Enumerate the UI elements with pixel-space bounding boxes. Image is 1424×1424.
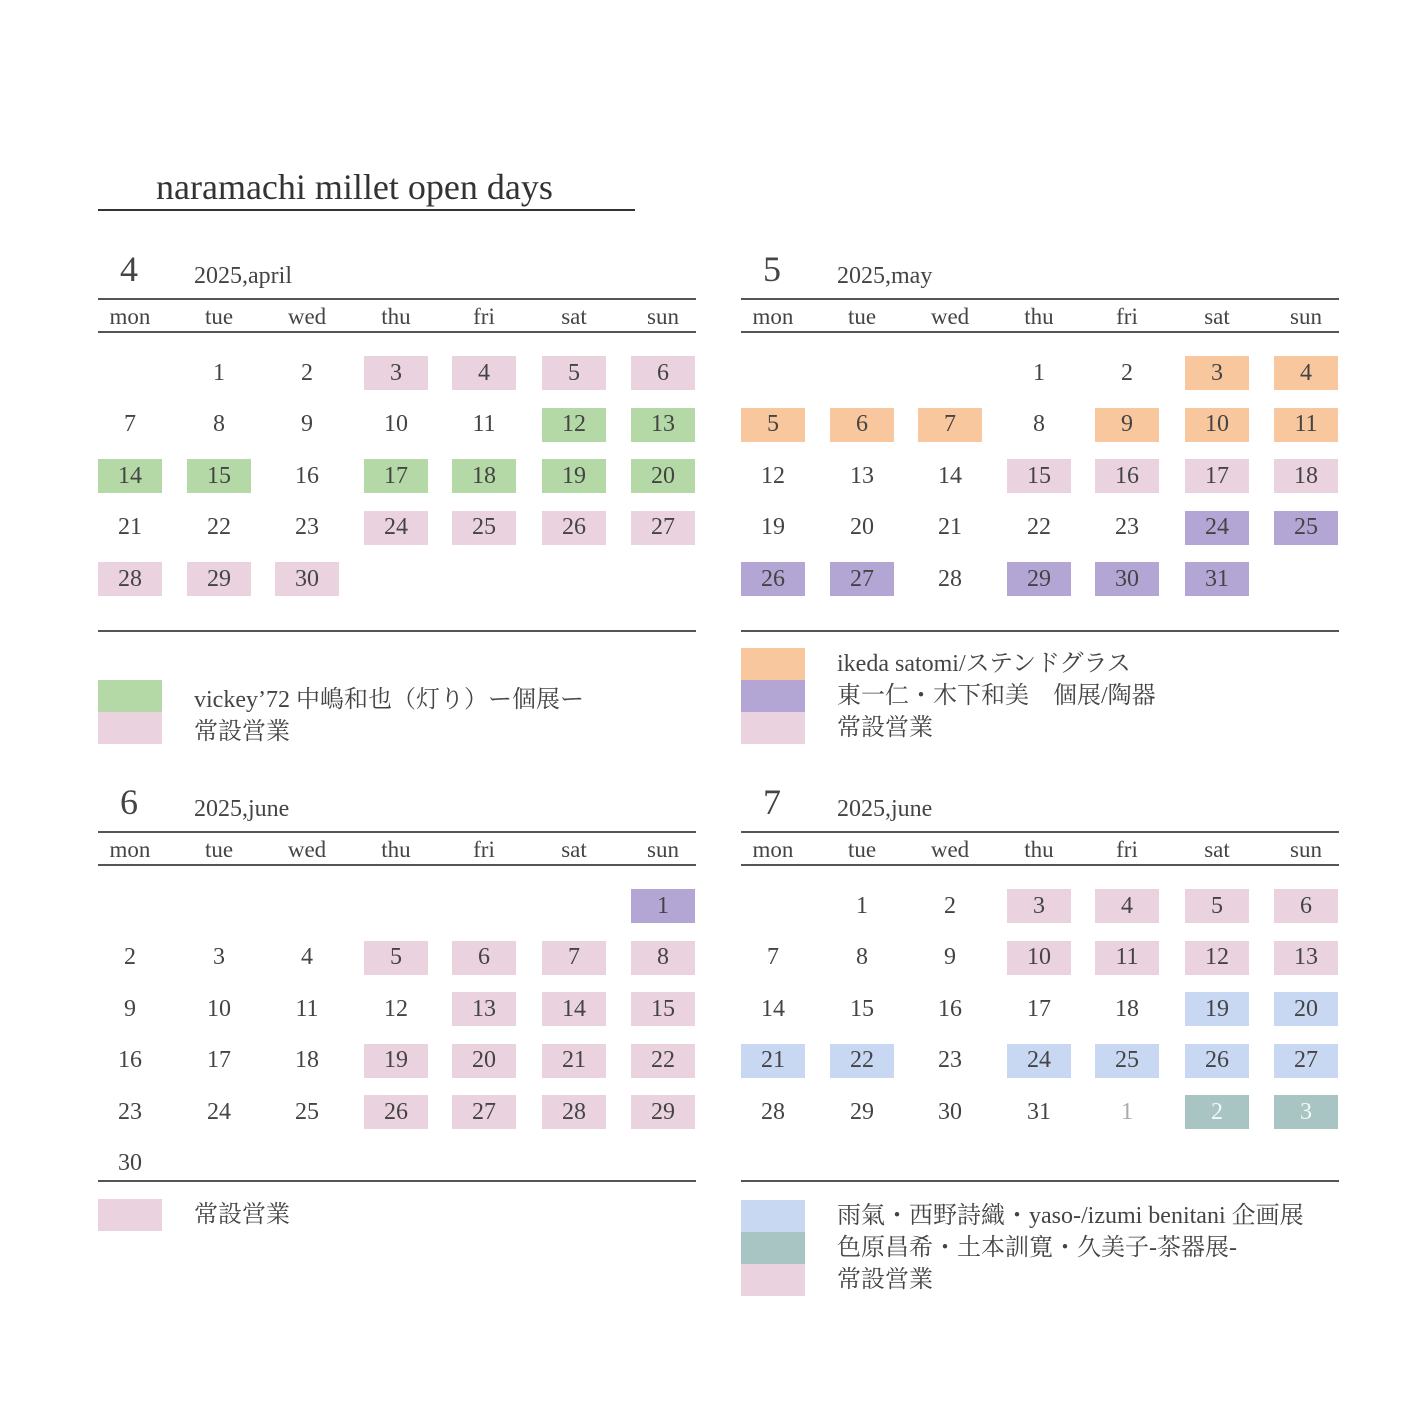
weekday-wed: wed bbox=[287, 304, 327, 329]
legend-swatch-teal bbox=[741, 1232, 805, 1264]
weekday-tue: tue bbox=[204, 304, 234, 329]
day-cell: 4 bbox=[1095, 889, 1159, 923]
day-cell: 27 bbox=[631, 511, 695, 545]
weekday-sun: sun bbox=[647, 837, 679, 862]
day-cell: 22 bbox=[830, 1044, 894, 1078]
day-cell: 2 bbox=[1185, 1095, 1249, 1129]
weekday-sun: sun bbox=[647, 304, 679, 329]
calendar-bottom-rule bbox=[98, 1180, 696, 1182]
day-cell: 3 bbox=[1274, 1095, 1338, 1129]
day-cell: 9 bbox=[301, 411, 313, 437]
weekday-thu: thu bbox=[1024, 304, 1054, 329]
day-cell: 5 bbox=[542, 356, 606, 390]
day-cell: 30 bbox=[938, 1098, 962, 1125]
day-cell: 16 bbox=[295, 462, 319, 489]
day-cell: 20 bbox=[1274, 992, 1338, 1026]
day-cell: 7 bbox=[124, 411, 136, 437]
month-calendar-5 bbox=[741, 249, 1339, 662]
month-number: 5 bbox=[763, 249, 781, 289]
day-cell: 22 bbox=[631, 1044, 695, 1078]
day-cell: 29 bbox=[1007, 562, 1071, 596]
weekday-fri: fri bbox=[1116, 837, 1138, 862]
day-cell: 28 bbox=[98, 562, 162, 596]
day-cell: 8 bbox=[1033, 411, 1045, 437]
day-cell: 3 bbox=[213, 944, 225, 970]
day-cell: 3 bbox=[1007, 889, 1071, 923]
legend-label: 色原昌希・土本訓寛・久美子-茶器展- bbox=[837, 1235, 1237, 1261]
day-cell: 6 bbox=[830, 408, 894, 442]
day-cell: 20 bbox=[850, 514, 874, 540]
day-cell: 12 bbox=[542, 408, 606, 442]
day-cell: 13 bbox=[452, 992, 516, 1026]
weekday-tue: tue bbox=[847, 304, 877, 329]
day-grid bbox=[741, 262, 1339, 662]
day-cell: 17 bbox=[207, 1047, 231, 1073]
day-cell: 18 bbox=[452, 459, 516, 493]
weekday-tue: tue bbox=[204, 837, 234, 862]
day-cell: 31 bbox=[1185, 562, 1249, 596]
day-grid bbox=[98, 262, 696, 662]
day-cell: 16 bbox=[938, 995, 962, 1022]
day-grid bbox=[741, 795, 1339, 1195]
weekday-wed: wed bbox=[930, 837, 970, 862]
legend-swatch-purple bbox=[741, 680, 805, 712]
day-cell: 29 bbox=[631, 1095, 695, 1129]
day-cell: 26 bbox=[741, 562, 805, 596]
day-cell: 5 bbox=[741, 408, 805, 442]
day-cell: 28 bbox=[542, 1095, 606, 1129]
weekday-sat: sat bbox=[561, 837, 587, 862]
day-cell: 26 bbox=[1185, 1044, 1249, 1078]
day-cell: 26 bbox=[364, 1095, 428, 1129]
weekday-sun: sun bbox=[1290, 837, 1322, 862]
legend-label: 東一仁・木下和美 個展/陶器 bbox=[837, 683, 1156, 709]
day-cell: 25 bbox=[1095, 1044, 1159, 1078]
day-cell: 2 bbox=[1121, 359, 1133, 386]
day-cell: 7 bbox=[918, 408, 982, 442]
weekday-sat: sat bbox=[561, 304, 587, 329]
day-cell: 24 bbox=[1007, 1044, 1071, 1078]
day-cell: 7 bbox=[542, 941, 606, 975]
day-cell: 11 bbox=[1095, 941, 1159, 975]
legend-swatch-pink bbox=[741, 1264, 805, 1296]
weekday-mon: mon bbox=[109, 304, 151, 329]
day-cell: 9 bbox=[1095, 408, 1159, 442]
day-cell: 25 bbox=[452, 511, 516, 545]
day-cell: 23 bbox=[295, 514, 319, 540]
day-cell: 4 bbox=[1274, 356, 1338, 390]
day-cell: 9 bbox=[124, 995, 136, 1022]
day-cell: 8 bbox=[856, 944, 868, 970]
day-cell: 16 bbox=[118, 1047, 142, 1073]
day-cell: 17 bbox=[1027, 995, 1051, 1022]
day-cell: 29 bbox=[850, 1098, 874, 1125]
weekday-fri: fri bbox=[473, 304, 495, 329]
day-cell: 3 bbox=[364, 356, 428, 390]
legend-swatch-pink bbox=[98, 712, 162, 744]
day-cell: 9 bbox=[944, 944, 956, 970]
day-cell: 30 bbox=[118, 1150, 142, 1176]
day-cell: 18 bbox=[295, 1047, 319, 1073]
weekday-mon: mon bbox=[752, 837, 794, 862]
legend-swatch-orange bbox=[741, 648, 805, 680]
weekday-mon: mon bbox=[752, 304, 794, 329]
day-cell: 3 bbox=[1185, 356, 1249, 390]
day-cell: 27 bbox=[830, 562, 894, 596]
day-cell: 1 bbox=[856, 892, 868, 919]
day-cell: 16 bbox=[1095, 459, 1159, 493]
day-cell: 12 bbox=[1185, 941, 1249, 975]
day-cell: 12 bbox=[384, 995, 408, 1022]
day-cell: 23 bbox=[938, 1047, 962, 1073]
day-cell: 20 bbox=[631, 459, 695, 493]
legend-label: 常設営業 bbox=[837, 715, 933, 741]
day-cell: 25 bbox=[295, 1098, 319, 1125]
month-number: 7 bbox=[763, 782, 781, 822]
day-cell: 8 bbox=[213, 411, 225, 437]
day-cell: 1 bbox=[213, 359, 225, 386]
day-cell: 6 bbox=[452, 941, 516, 975]
day-cell: 10 bbox=[384, 411, 408, 437]
weekday-fri: fri bbox=[1116, 304, 1138, 329]
weekday-mon: mon bbox=[109, 837, 151, 862]
month-number: 6 bbox=[120, 782, 138, 822]
day-cell: 27 bbox=[452, 1095, 516, 1129]
legend-swatch-blue bbox=[741, 1200, 805, 1232]
day-cell: 28 bbox=[938, 565, 962, 592]
day-cell: 15 bbox=[1007, 459, 1071, 493]
weekday-wed: wed bbox=[287, 837, 327, 862]
day-cell: 18 bbox=[1115, 995, 1139, 1022]
day-cell: 21 bbox=[118, 514, 142, 540]
day-cell: 5 bbox=[1185, 889, 1249, 923]
legend-label: 常設営業 bbox=[194, 719, 290, 745]
day-cell: 19 bbox=[1185, 992, 1249, 1026]
page-title: naramachi millet open days bbox=[156, 167, 553, 207]
day-cell: 30 bbox=[275, 562, 339, 596]
weekday-thu: thu bbox=[381, 304, 411, 329]
day-cell: 24 bbox=[207, 1098, 231, 1125]
weekday-sun: sun bbox=[1290, 304, 1322, 329]
day-cell: 22 bbox=[1027, 514, 1051, 540]
day-cell: 2 bbox=[301, 359, 313, 386]
legend-label: vickey’72 中嶋和也（灯り）ー個展ー bbox=[194, 687, 584, 713]
day-cell: 6 bbox=[631, 356, 695, 390]
day-cell: 19 bbox=[761, 514, 785, 540]
day-cell: 15 bbox=[187, 459, 251, 493]
legend-label: 常設営業 bbox=[837, 1267, 933, 1293]
legend-label: 常設営業 bbox=[194, 1202, 290, 1228]
weekday-wed: wed bbox=[930, 304, 970, 329]
weekday-fri: fri bbox=[473, 837, 495, 862]
month-subtitle: 2025,april bbox=[194, 263, 292, 289]
day-cell: 10 bbox=[1007, 941, 1071, 975]
day-cell: 20 bbox=[452, 1044, 516, 1078]
weekday-thu: thu bbox=[1024, 837, 1054, 862]
day-cell: 24 bbox=[1185, 511, 1249, 545]
day-cell: 22 bbox=[207, 514, 231, 540]
day-grid bbox=[98, 795, 696, 1195]
day-cell: 11 bbox=[1274, 408, 1338, 442]
day-cell: 2 bbox=[944, 892, 956, 919]
day-cell: 1 bbox=[631, 889, 695, 923]
month-calendar-4 bbox=[98, 249, 696, 662]
day-cell: 13 bbox=[850, 462, 874, 489]
calendar-bottom-rule bbox=[741, 1180, 1339, 1182]
day-cell: 30 bbox=[1095, 562, 1159, 596]
month-number: 4 bbox=[120, 249, 138, 289]
day-cell: 19 bbox=[364, 1044, 428, 1078]
day-cell: 15 bbox=[850, 995, 874, 1022]
day-cell: 23 bbox=[118, 1098, 142, 1125]
day-cell: 12 bbox=[761, 462, 785, 489]
day-cell: 7 bbox=[767, 944, 779, 970]
day-cell: 23 bbox=[1115, 514, 1139, 540]
month-calendar-7 bbox=[741, 782, 1339, 1195]
day-cell: 15 bbox=[631, 992, 695, 1026]
day-cell: 14 bbox=[98, 459, 162, 493]
day-cell: 31 bbox=[1027, 1098, 1051, 1125]
day-cell: 17 bbox=[364, 459, 428, 493]
legend-swatch-pink bbox=[741, 712, 805, 744]
day-cell: 17 bbox=[1185, 459, 1249, 493]
day-cell: 27 bbox=[1274, 1044, 1338, 1078]
month-subtitle: 2025,june bbox=[194, 796, 290, 822]
legend-swatch-pink bbox=[98, 1199, 162, 1231]
day-cell: 13 bbox=[1274, 941, 1338, 975]
month-subtitle: 2025,june bbox=[837, 796, 933, 822]
day-cell: 18 bbox=[1274, 459, 1338, 493]
day-cell: 11 bbox=[295, 995, 319, 1022]
weekday-sat: sat bbox=[1204, 837, 1230, 862]
day-cell: 24 bbox=[364, 511, 428, 545]
day-cell: 5 bbox=[364, 941, 428, 975]
calendar-bottom-rule bbox=[741, 630, 1339, 632]
legend-label: 雨氣・西野詩織・yaso-/izumi benitani 企画展 bbox=[837, 1203, 1304, 1229]
day-cell: 25 bbox=[1274, 511, 1338, 545]
weekday-sat: sat bbox=[1204, 304, 1230, 329]
calendar-bottom-rule bbox=[98, 630, 696, 632]
day-cell: 4 bbox=[452, 356, 516, 390]
day-cell: 21 bbox=[938, 514, 962, 540]
day-cell: 14 bbox=[938, 462, 962, 489]
day-cell: 4 bbox=[301, 944, 313, 970]
day-cell: 13 bbox=[631, 408, 695, 442]
title-underline bbox=[98, 209, 635, 211]
day-cell: 28 bbox=[761, 1098, 785, 1125]
legend-label: ikeda satomi/ステンドグラス bbox=[837, 651, 1131, 677]
day-cell: 21 bbox=[542, 1044, 606, 1078]
day-cell: 1 bbox=[1033, 359, 1045, 386]
day-cell: 29 bbox=[187, 562, 251, 596]
month-subtitle: 2025,may bbox=[837, 263, 933, 289]
day-cell: 14 bbox=[542, 992, 606, 1026]
day-cell: 2 bbox=[124, 944, 136, 970]
weekday-thu: thu bbox=[381, 837, 411, 862]
day-cell: 1 bbox=[1121, 1098, 1133, 1125]
day-cell: 10 bbox=[207, 995, 231, 1022]
day-cell: 11 bbox=[472, 411, 496, 437]
day-cell: 19 bbox=[542, 459, 606, 493]
day-cell: 8 bbox=[631, 941, 695, 975]
day-cell: 10 bbox=[1185, 408, 1249, 442]
month-calendar-6 bbox=[98, 782, 696, 1195]
day-cell: 26 bbox=[542, 511, 606, 545]
day-cell: 21 bbox=[741, 1044, 805, 1078]
legend-swatch-green bbox=[98, 680, 162, 712]
weekday-tue: tue bbox=[847, 837, 877, 862]
day-cell: 14 bbox=[761, 995, 785, 1022]
day-cell: 6 bbox=[1274, 889, 1338, 923]
